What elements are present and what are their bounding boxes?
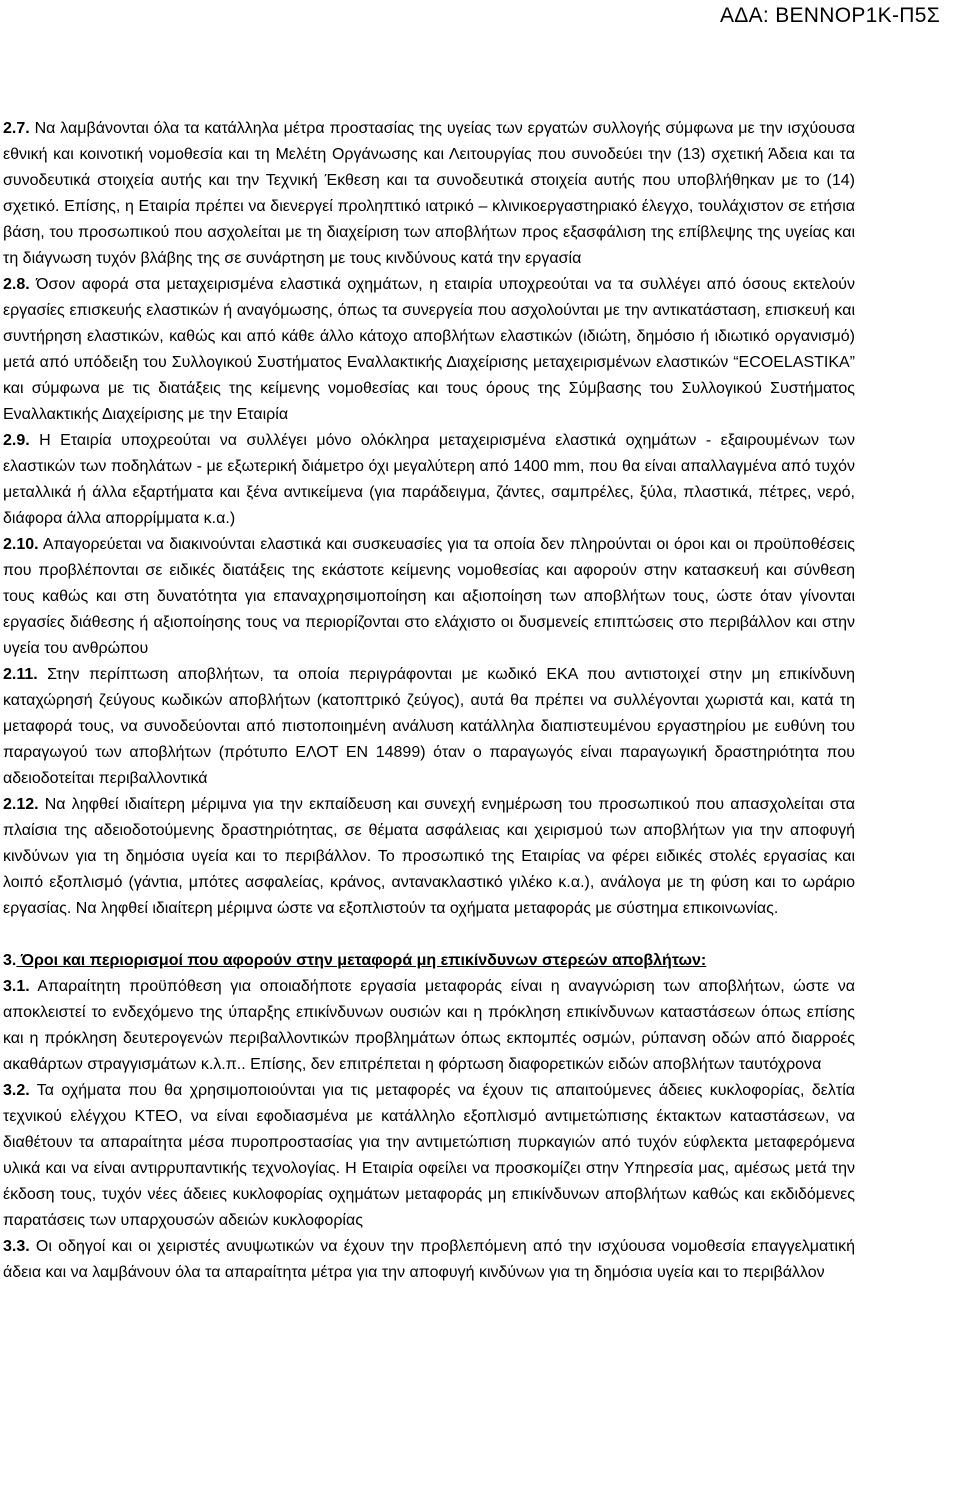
heading-number: 3. xyxy=(3,952,17,969)
section-2-9 xyxy=(3,428,855,532)
section-number: 3.3. xyxy=(3,1238,30,1255)
spacer xyxy=(3,922,855,948)
section-number: 2.8. xyxy=(3,276,30,293)
section-text: Στην περίπτωση αποβλήτων, τα οποία περιγράφονται με κωδικό ΕΚΑ που αντιστοιχεί στην μη επικίνδυνη καταχώρησή ζεύγους κωδικών αποβλήτων (κατοπτρικό ζεύγος), αυτά θα πρέπει να συλλέγονται χωριστά και, κατά τη μεταφορά τους, να συνοδεύονται από πιστοποιημένη ανάλυση κατάλληλα διαπιστευμένου εργαστηρίου με ευθύνη του παραγωγού των αποβλήτων (πρότυπο ΕΛΟΤ EN 14899) όταν ο παραγωγός είναι παραγωγική δραστηριότητα που αδειοδοτείται περιβαλλοντικά xyxy=(3,666,855,787)
document-body xyxy=(3,116,855,1286)
section-number: 2.7. xyxy=(3,120,30,137)
section-text: Να λαμβάνονται όλα τα κατάλληλα μέτρα προστασίας της υγείας των εργατών συλλογής σύμφωνα με την ισχύουσα εθνική και κοινοτική νομοθεσία και τη Μελέτη Οργάνωσης και Λειτουργίας που συνοδεύει την (13) σχετική Άδεια και τα συνοδευτικά στοιχεία αυτής και την Τεχνική Έκθεση και τα συνοδευτικά στοιχεία αυτής που υποβλήθηκαν με το (14) σχετικό. Επίσης, η Εταιρία πρέπει να διενεργεί προληπτικό ιατρικό – κλινικοεργαστηριακό έλεγχο, τουλάχιστον σε ετήσια βάση, του προσωπικού που ασχολείται με τη διαχείριση των αποβλήτων προς εξασφάλιση της επίβλεψης της υγείας και τη διάγνωση τυχόν βλάβης της σε συνάρτηση με τους κινδύνους κατά την εργασία xyxy=(3,120,855,267)
section-3-1 xyxy=(3,974,855,1078)
section-text: Η Εταιρία υποχρεούται να συλλέγει μόνο ολόκληρα μεταχειρισμένα ελαστικά οχημάτων - εξαιρουμένων των ελαστικών των ποδηλάτων - με εξωτερική διάμετρο όχι μεγαλύτερη από 1400 mm, που θα είναι απαλλαγμένα από τυχόν μεταλλικά ή άλλα εξαρτήματα και ξένα αντικείμενα (για παράδειγμα, ζάντες, σαμπρέλες, ξύλα, πλαστικά, πέτρες, νερό, διάφορα άλλα απορρίμματα κ.α.) xyxy=(3,432,855,527)
section-text: Απαγορεύεται να διακινούνται ελαστικά και συσκευασίες για τα οποία δεν πληρούνται οι όροι και οι προϋποθέσεις που προβλέπονται σε ειδικές διατάξεις της εκάστοτε κείμενης νομοθεσίας και αφορούν στην κατασκευή και σύνθεση τους καθώς και στη δυνατότητα για επαναχρησιμοποίηση και αξιοποίηση των αποβλήτων τους, ώστε όταν γίνονται εργασίες διάθεσης ή αξιοποίησης τους να περιορίζονται στο ελάχιστο οι δυσμενείς επιπτώσεις στο περιβάλλον και στην υγεία του ανθρώπου xyxy=(3,536,855,657)
section-text: Τα οχήματα που θα χρησιμοποιούνται για τις μεταφορές να έχουν τις απαιτούμενες άδειες κυκλοφορίας, δελτία τεχνικού ελέγχου ΚΤΕΟ, να είναι εφοδιασμένα με κατάλληλο εξοπλισμό αντιμετώπισης έκτακτων καταστάσεων, να διαθέτουν τα απαραίτητα μέσα πυροπροστασίας για την αντιμετώπιση πυρκαγιών από τυχόν εύφλεκτα μεταφερόμενα υλικά και να είναι αντιρρυπαντικής τεχνολογίας. Η Εταιρία οφείλει να προσκομίζει στην Υπηρεσία μας, αμέσως μετά την έκδοση τους, τυχόν νέες άδειες κυκλοφορίας οχημάτων μεταφοράς μη επικίνδυνων αποβλήτων καθώς και εκδιδόμενες παρατάσεις των υπαρχουσών αδειών κυκλοφορίας xyxy=(3,1082,855,1229)
section-text: Όσον αφορά στα μεταχειρισμένα ελαστικά οχημάτων, η εταιρία υποχρεούται να τα συλλέγει από όσους εκτελούν εργασίες επισκευής ελαστικών ή αναγόμωσης, όπως τα συνεργεία που ασχολούνται με την αντικατάσταση, επισκευή και συντήρηση ελαστικών, καθώς και από κάθε άλλο κάτοχο αποβλήτων ελαστικών (ιδιώτη, δημόσιο ή ιδιωτικό οργανισμό) μετά από υπόδειξη του Συλλογικού Συστήματος Εναλλακτικής Διαχείρισης μεταχειρισμένων ελαστικών “ECOELASTIKA” και σύμφωνα με τις διατάξεις της κείμενης νομοθεσίας και τους όρους της Σύμβασης του Συλλογικού Συστήματος Εναλλακτικής Διαχείρισης με την Εταιρία xyxy=(3,276,855,423)
section-text: Οι οδηγοί και οι χειριστές ανυψωτικών να έχουν την προβλεπόμενη από την ισχύουσα νομοθεσία επαγγελματική άδεια και να λαμβάνουν όλα τα απαραίτητα μέτρα για την αποφυγή κινδύνων για τη δημόσια υγεία και το περιβάλλον xyxy=(3,1238,855,1281)
section-3-heading xyxy=(3,948,855,974)
section-number: 3.2. xyxy=(3,1082,30,1099)
section-2-10 xyxy=(3,532,855,662)
section-number: 2.12. xyxy=(3,796,39,813)
section-3-3 xyxy=(3,1234,855,1286)
section-number: 2.10. xyxy=(3,536,39,553)
section-2-7 xyxy=(3,116,855,272)
ada-code: ΑΔΑ: ΒΕΝΝΟΡ1Κ-Π5Σ xyxy=(719,4,940,27)
section-number: 2.9. xyxy=(3,432,30,449)
heading-text: Όροι και περιορισμοί που αφορούν στην μεταφορά μη επικίνδυνων στερεών αποβλήτων: xyxy=(16,952,707,969)
section-number: 3.1. xyxy=(3,978,30,995)
section-text: Απαραίτητη προϋπόθεση για οποιαδήποτε εργασία μεταφοράς είναι η αναγνώριση των αποβλήτων, ώστε να αποκλειστεί το ενδεχόμενο της ύπαρξης επικίνδυνων ουσιών και η πρόκληση επικίνδυνων καταστάσεων όπως επίσης και η πρόκληση δευτερογενών περιβαλλοντικών προβλημάτων όπως εκπομπές οσμών, ρύπανση οδών από διαρροές ακαθάρτων στραγγισμάτων κ.λ.π.. Επίσης, δεν επιτρέπεται η φόρτωση διαφορετικών ειδών αποβλήτων ταυτόχρονα xyxy=(3,978,855,1073)
section-3-2 xyxy=(3,1078,855,1234)
section-number: 2.11. xyxy=(3,666,38,683)
section-2-8 xyxy=(3,272,855,428)
section-2-11 xyxy=(3,662,855,792)
section-text: Να ληφθεί ιδιαίτερη μέριμνα για την εκπαίδευση και συνεχή ενημέρωση του προσωπικού που απασχολείται στα πλαίσια της αδειοδοτούμενης δραστηριότητας, σε θέματα ασφάλειας και χειρισμού των αποβλήτων για την αποφυγή κινδύνων για τη δημόσια υγεία και το περιβάλλον. Το προσωπικό της Εταιρίας να φέρει ειδικές στολές εργασίας και λοιπό εξοπλισμό (γάντια, μπότες ασφαλείας, κράνος, αντανακλαστικό γιλέκο κ.α.), ανάλογα με τη φύση και το ωράριο εργασίας. Να ληφθεί ιδιαίτερη μέριμνα ώστε να εξοπλιστούν τα οχήματα μεταφοράς με σύστημα επικοινωνίας. xyxy=(3,796,855,917)
section-2-12 xyxy=(3,792,855,922)
